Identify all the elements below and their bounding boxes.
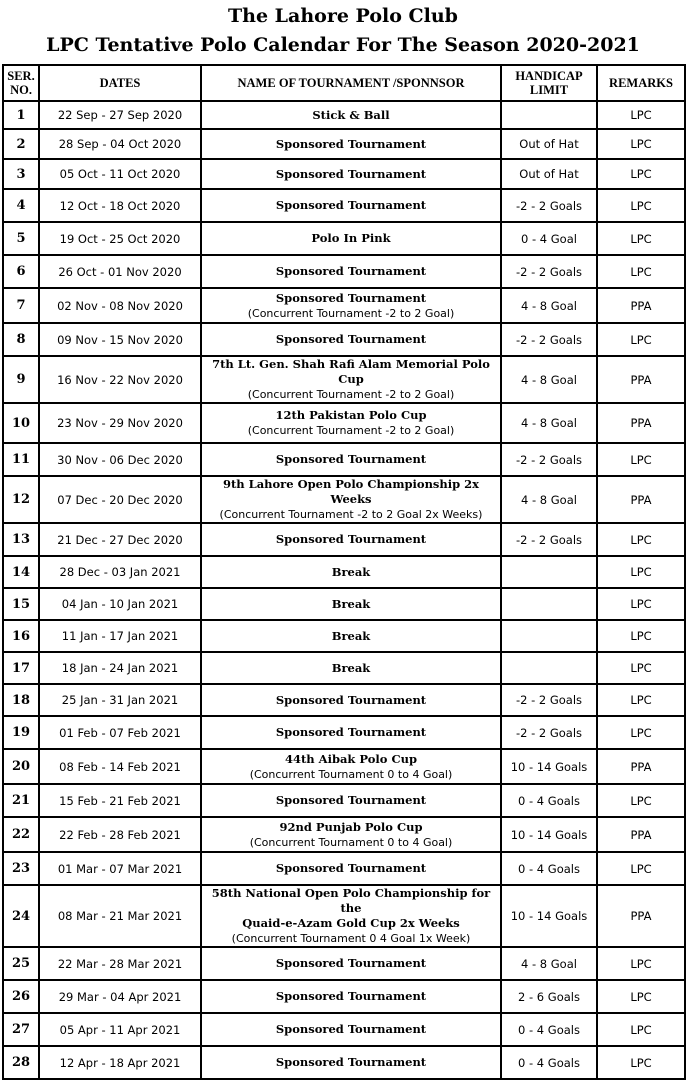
remarks: LPC — [597, 129, 685, 159]
tournament-name — [201, 476, 501, 523]
remarks: LPC — [597, 684, 685, 716]
handicap-limit: 10 - 14 Goals — [501, 885, 597, 947]
tournament-title-line: Sponsored Tournament — [275, 532, 427, 546]
serial-number: 24 — [3, 885, 39, 947]
handicap-limit: 4 - 8 Goal — [501, 947, 597, 980]
tournament-name — [201, 652, 501, 684]
serial-number: 19 — [3, 716, 39, 749]
remarks: PPA — [597, 403, 685, 443]
handicap-limit: -2 - 2 Goals — [501, 323, 597, 356]
tournament-title-line: Sponsored Tournament — [275, 956, 427, 970]
tournament-title-line: Break — [331, 564, 371, 579]
remarks: LPC — [597, 1046, 685, 1079]
header-handicap — [501, 65, 597, 101]
serial-number: 23 — [3, 852, 39, 885]
date-range: 21 Dec - 27 Dec 2020 — [39, 523, 201, 556]
tournament-name — [201, 885, 501, 947]
tournament-title-line: Break — [331, 596, 371, 611]
serial-number: 5 — [3, 222, 39, 255]
handicap-limit: Out of Hat — [501, 129, 597, 159]
table-row — [3, 523, 685, 556]
date-range: 23 Nov - 29 Nov 2020 — [39, 403, 201, 443]
remarks: LPC — [597, 980, 685, 1013]
table-row — [3, 476, 685, 523]
header-dates: DATES — [39, 65, 201, 101]
tournament-title-line: Sponsored Tournament — [275, 1055, 427, 1069]
tournament-concurrent-note: (Concurrent Tournament -2 to 2 Goal) — [247, 306, 455, 320]
tournament-name — [201, 1013, 501, 1046]
date-range: 15 Feb - 21 Feb 2021 — [39, 784, 201, 817]
tournament-title-line: 92nd Punjab Polo Cup — [279, 819, 423, 834]
date-range: 02 Nov - 08 Nov 2020 — [39, 288, 201, 323]
date-range: 04 Jan - 10 Jan 2021 — [39, 588, 201, 620]
date-range: 08 Feb - 14 Feb 2021 — [39, 749, 201, 784]
tournament-name — [201, 784, 501, 817]
handicap-limit: 0 - 4 Goals — [501, 1046, 597, 1079]
serial-number: 16 — [3, 620, 39, 652]
tournament-title-line: 58th National Open Polo Championship for the — [211, 886, 491, 915]
date-range: 16 Nov - 22 Nov 2020 — [39, 356, 201, 403]
tournament-title-line: Break — [331, 660, 371, 675]
header-serno-line2: NO. — [10, 83, 32, 97]
table-row — [3, 403, 685, 443]
table-row — [3, 222, 685, 255]
tournament-name — [201, 684, 501, 716]
date-range: 01 Feb - 07 Feb 2021 — [39, 716, 201, 749]
tournament-name — [201, 443, 501, 476]
header-handicap-line1: HANDICAP — [515, 69, 583, 83]
date-range: 30 Nov - 06 Dec 2020 — [39, 443, 201, 476]
table-row — [3, 749, 685, 784]
header-handicap-line2: LIMIT — [529, 83, 569, 97]
tournament-title-line: Sponsored Tournament — [275, 1022, 427, 1036]
handicap-limit: -2 - 2 Goals — [501, 443, 597, 476]
tournament-name — [201, 222, 501, 255]
remarks: PPA — [597, 356, 685, 403]
header-name: NAME OF TOURNAMENT /SPONNSOR — [201, 65, 501, 101]
date-range: 11 Jan - 17 Jan 2021 — [39, 620, 201, 652]
table-row — [3, 1013, 685, 1046]
remarks: LPC — [597, 189, 685, 222]
date-range: 18 Jan - 24 Jan 2021 — [39, 652, 201, 684]
tournament-name — [201, 101, 501, 129]
date-range: 28 Sep - 04 Oct 2020 — [39, 129, 201, 159]
header-remarks: REMARKS — [597, 65, 685, 101]
handicap-limit: 4 - 8 Goal — [501, 403, 597, 443]
header-serno-line1: SER. — [7, 69, 35, 83]
tournament-title-line: Sponsored Tournament — [275, 452, 427, 466]
tournament-title-line: Sponsored Tournament — [275, 332, 427, 346]
table-row — [3, 980, 685, 1013]
remarks: LPC — [597, 255, 685, 288]
tournament-name — [201, 556, 501, 588]
remarks: LPC — [597, 159, 685, 189]
tournament-name — [201, 403, 501, 443]
date-range: 29 Mar - 04 Apr 2021 — [39, 980, 201, 1013]
table-row — [3, 443, 685, 476]
remarks: LPC — [597, 716, 685, 749]
tournament-name — [201, 947, 501, 980]
tournament-name — [201, 620, 501, 652]
handicap-limit: 0 - 4 Goals — [501, 1013, 597, 1046]
tournament-title-line: Sponsored Tournament — [275, 264, 427, 278]
tournament-name — [201, 1046, 501, 1079]
remarks: LPC — [597, 852, 685, 885]
remarks: LPC — [597, 784, 685, 817]
table-row — [3, 129, 685, 159]
tournament-name — [201, 817, 501, 852]
remarks: LPC — [597, 947, 685, 980]
table-row — [3, 716, 685, 749]
handicap-limit: -2 - 2 Goals — [501, 255, 597, 288]
handicap-limit: 0 - 4 Goal — [501, 222, 597, 255]
tournament-title-line: Stick & Ball — [312, 107, 390, 122]
tournament-concurrent-note: (Concurrent Tournament 0 to 4 Goal) — [249, 767, 453, 781]
serial-number: 14 — [3, 556, 39, 588]
date-range: 07 Dec - 20 Dec 2020 — [39, 476, 201, 523]
tournament-concurrent-note: (Concurrent Tournament -2 to 2 Goal) — [247, 424, 455, 437]
tournament-name — [201, 980, 501, 1013]
remarks: LPC — [597, 222, 685, 255]
serial-number: 18 — [3, 684, 39, 716]
date-range: 19 Oct - 25 Oct 2020 — [39, 222, 201, 255]
serial-number: 22 — [3, 817, 39, 852]
handicap-limit — [501, 556, 597, 588]
remarks: PPA — [597, 749, 685, 784]
table-row — [3, 620, 685, 652]
tournament-name — [201, 588, 501, 620]
tournament-name — [201, 159, 501, 189]
tournament-name — [201, 852, 501, 885]
remarks: LPC — [597, 101, 685, 129]
handicap-limit — [501, 101, 597, 129]
table-row — [3, 356, 685, 403]
table-header-row — [3, 65, 685, 101]
handicap-limit: -2 - 2 Goals — [501, 523, 597, 556]
tournament-name — [201, 749, 501, 784]
tournament-title-line: 9th Lahore Open Polo Championship 2x Weeks — [222, 477, 480, 506]
date-range: 22 Feb - 28 Feb 2021 — [39, 817, 201, 852]
date-range: 25 Jan - 31 Jan 2021 — [39, 684, 201, 716]
date-range: 12 Oct - 18 Oct 2020 — [39, 189, 201, 222]
tournament-concurrent-note: (Concurrent Tournament -2 to 2 Goal) — [247, 388, 455, 401]
page-subtitle: LPC Tentative Polo Calendar For The Season 2020-2021 — [46, 34, 640, 56]
calendar-table — [2, 64, 686, 1080]
tournament-name — [201, 523, 501, 556]
serial-number: 13 — [3, 523, 39, 556]
tournament-title-line: 44th Aibak Polo Cup — [284, 751, 418, 766]
handicap-limit: 0 - 4 Goals — [501, 784, 597, 817]
tournament-title-line: Sponsored Tournament — [275, 136, 427, 151]
serial-number: 27 — [3, 1013, 39, 1046]
tournament-concurrent-note: (Concurrent Tournament 0 to 4 Goal) — [249, 835, 453, 849]
page-title: The Lahore Polo Club — [228, 5, 458, 27]
tournament-title-line: Sponsored Tournament — [275, 793, 427, 807]
date-range: 09 Nov - 15 Nov 2020 — [39, 323, 201, 356]
remarks: LPC — [597, 1013, 685, 1046]
table-row — [3, 556, 685, 588]
serial-number: 3 — [3, 159, 39, 189]
tournament-title-line: Break — [331, 628, 371, 643]
handicap-limit: -2 - 2 Goals — [501, 716, 597, 749]
tournament-title-line: Sponsored Tournament — [275, 725, 427, 739]
date-range: 28 Dec - 03 Jan 2021 — [39, 556, 201, 588]
tournament-name — [201, 356, 501, 403]
serial-number: 2 — [3, 129, 39, 159]
handicap-limit: 10 - 14 Goals — [501, 749, 597, 784]
date-range: 22 Sep - 27 Sep 2020 — [39, 101, 201, 129]
tournament-concurrent-note: (Concurrent Tournament -2 to 2 Goal 2x Weeks) — [219, 508, 483, 521]
tournament-title-line: Sponsored Tournament — [275, 290, 427, 305]
table-row — [3, 784, 685, 817]
handicap-limit: -2 - 2 Goals — [501, 189, 597, 222]
tournament-title-line: Polo In Pink — [311, 231, 391, 245]
remarks: LPC — [597, 620, 685, 652]
serial-number: 7 — [3, 288, 39, 323]
serial-number: 1 — [3, 101, 39, 129]
tournament-title-line: Sponsored Tournament — [275, 692, 427, 707]
table-row — [3, 817, 685, 852]
tournament-concurrent-note: (Concurrent Tournament 0 4 Goal 1x Week) — [231, 932, 471, 945]
handicap-limit — [501, 588, 597, 620]
serial-number: 4 — [3, 189, 39, 222]
serial-number: 12 — [3, 476, 39, 523]
table-row — [3, 288, 685, 323]
handicap-limit: 4 - 8 Goal — [501, 356, 597, 403]
serial-number: 25 — [3, 947, 39, 980]
tournament-title-line: Quaid-e-Azam Gold Cup 2x Weeks — [242, 916, 460, 930]
remarks: LPC — [597, 652, 685, 684]
table-row — [3, 684, 685, 716]
table-row — [3, 947, 685, 980]
serial-number: 8 — [3, 323, 39, 356]
tournament-name — [201, 323, 501, 356]
date-range: 12 Apr - 18 Apr 2021 — [39, 1046, 201, 1079]
serial-number: 20 — [3, 749, 39, 784]
handicap-limit: 4 - 8 Goal — [501, 476, 597, 523]
remarks: PPA — [597, 476, 685, 523]
date-range: 26 Oct - 01 Nov 2020 — [39, 255, 201, 288]
tournament-title-line: Sponsored Tournament — [275, 166, 427, 181]
table-row — [3, 852, 685, 885]
remarks: LPC — [597, 556, 685, 588]
handicap-limit — [501, 620, 597, 652]
serial-number: 11 — [3, 443, 39, 476]
serial-number: 17 — [3, 652, 39, 684]
header-serno — [3, 65, 39, 101]
remarks: PPA — [597, 885, 685, 947]
handicap-limit: 4 - 8 Goal — [501, 288, 597, 323]
handicap-limit: -2 - 2 Goals — [501, 684, 597, 716]
tournament-name — [201, 255, 501, 288]
date-range: 05 Oct - 11 Oct 2020 — [39, 159, 201, 189]
table-row — [3, 101, 685, 129]
table-row — [3, 159, 685, 189]
date-range: 01 Mar - 07 Mar 2021 — [39, 852, 201, 885]
remarks: LPC — [597, 588, 685, 620]
tournament-title-line: 7th Lt. Gen. Shah Rafi Alam Memorial Polo Cup — [212, 357, 490, 386]
table-row — [3, 1046, 685, 1079]
remarks: LPC — [597, 323, 685, 356]
handicap-limit — [501, 652, 597, 684]
table-row — [3, 323, 685, 356]
date-range: 05 Apr - 11 Apr 2021 — [39, 1013, 201, 1046]
tournament-title-line: Sponsored Tournament — [275, 198, 427, 212]
handicap-limit: 2 - 6 Goals — [501, 980, 597, 1013]
tournament-title-line: Sponsored Tournament — [275, 861, 427, 875]
handicap-limit: Out of Hat — [501, 159, 597, 189]
table-row — [3, 255, 685, 288]
table-row — [3, 652, 685, 684]
remarks: LPC — [597, 443, 685, 476]
remarks: LPC — [597, 523, 685, 556]
serial-number: 26 — [3, 980, 39, 1013]
remarks: PPA — [597, 817, 685, 852]
serial-number: 10 — [3, 403, 39, 443]
table-row — [3, 189, 685, 222]
serial-number: 6 — [3, 255, 39, 288]
date-range: 08 Mar - 21 Mar 2021 — [39, 885, 201, 947]
serial-number: 21 — [3, 784, 39, 817]
serial-number: 15 — [3, 588, 39, 620]
tournament-name — [201, 189, 501, 222]
tournament-name — [201, 716, 501, 749]
handicap-limit: 0 - 4 Goals — [501, 852, 597, 885]
date-range: 22 Mar - 28 Mar 2021 — [39, 947, 201, 980]
table-row — [3, 885, 685, 947]
handicap-limit: 10 - 14 Goals — [501, 817, 597, 852]
tournament-name — [201, 288, 501, 323]
tournament-title-line: Sponsored Tournament — [275, 989, 427, 1003]
serial-number: 9 — [3, 356, 39, 403]
table-row — [3, 588, 685, 620]
serial-number: 28 — [3, 1046, 39, 1079]
remarks: PPA — [597, 288, 685, 323]
tournament-title-line: 12th Pakistan Polo Cup — [275, 408, 427, 422]
tournament-name — [201, 129, 501, 159]
